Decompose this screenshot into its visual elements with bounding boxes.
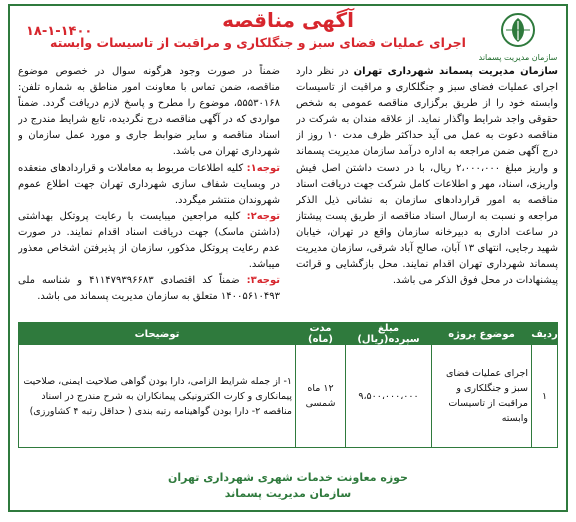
- note-1-label: توجه۱:: [246, 162, 280, 174]
- note-3-text: ضمناً کد اقتصادی ۴۱۱۴۷۹۳۹۶۶۸۳ و شناسه ملی ۱۴۰۰۵۶۱۰۴۹۳ متعلق به سازمان مدیریت پسماند می باشد.: [18, 275, 280, 303]
- header-deposit: مبلغ سپرده(ریال): [345, 323, 431, 345]
- header-row-number: ردیف: [531, 323, 557, 345]
- note-2: [18, 209, 280, 273]
- cell-subject: اجرای عملیات فضای سبز و جنگلکاری و مراقبت از تاسیسات وابسته: [431, 345, 531, 447]
- header-subject: موضوع پروژه: [431, 323, 531, 345]
- note-1: [18, 161, 280, 209]
- tender-notice: [8, 4, 568, 512]
- header-duration: مدت (ماه): [295, 323, 345, 345]
- header: [10, 6, 566, 60]
- right-column: [296, 64, 558, 322]
- body-columns: [18, 64, 558, 322]
- note-2-text: کلیه مراجعین میبایست با رعایت پروتکل بهداشتی (داشتن ماسک) جهت دریافت اسناد اقدام نمایند. در صورت عدم رعایت پروتکل مذکور، سازمان از پذیرفتن اشخاص معذور میباشد.: [18, 210, 280, 271]
- tender-table: [18, 322, 558, 448]
- page-subtitle: اجرای عملیات فضای سبز و جنگلکاری و مراقبت از تاسیسات وابسته: [50, 35, 466, 50]
- intro-paragraph: [296, 64, 558, 289]
- note-3: [18, 273, 280, 305]
- note-3-label: توجه۳:: [246, 275, 280, 287]
- notice-date: ۱۸-۱-۱۴۰۰: [26, 24, 93, 39]
- cell-notes: ۱- از جمله شرایط الزامی، دارا بودن گواهی صلاحیت ایمنی، صلاحیت پیمانکاری و کارت الکترونیکی پیمانکاران به شرح مندرج در اسناد مناقصه ۲- دارا بودن گواهینامه رتبه بندی ( حداقل رتبه ۴ کشاورزی): [23, 375, 292, 417]
- inquiry-paragraph: ضمناً در صورت وجود هرگونه سوال در خصوص موضوع مناقصه، ضمن تماس با معاونت امور مناطق به شماره تلفن: ۵۵۵۳۰۱۶۸، موضوع را مطرح و پاسخ لازم دریافت گردد. ضمناً مواردی که در آگهی مناقصه درج نگردیده، تابع شرایط مندرج در اسناد مناقصه و سایر ضوابط جاری و مورد عمل سازمان و شهرداری تهران می باشد.: [18, 66, 280, 158]
- cell-row-number: ۱: [531, 345, 557, 447]
- intro-text: در نظر دارد اجرای عملیات فضای سبز و جنگلکاری و مراقبت از تاسیسات وابسته خود را از طریق برگزاری مناقصه عمومی به شخص حقوقی واجد شرایط واگذار نماید. از علاقه مندان به شرکت در مناقصه دعوت به عمل می آید حداکثر ظرف مدت ۱۰ روز از درج آگهی ضمن مراجعه به اداره درآمد سازمان مدیریت پسماند و واریز مبلغ ۲،۰۰۰،۰۰۰ ریال، با در دست داشتن اصل فیش واریزی، اسناد، مهر و اطلاعات کامل شرکت جهت دریافت اسناد مناقصه به امور قراردادهای سازمان به نشانی ذیل الذکر مراجعه و نسبت به ارسال اسناد مناقصه از طریق پست پیشتاز در ساعت اداری به دبیرخانه سازمان واقع در تهران، خیابان شهید رجایی، انتهای ۱۳ آبان، صالح آباد شرقی، سازمان مدیریت پسماند شهرداری تهران اقدام نمایند. محل بازگشایی و قرائت پیشنهادات در محل فوق الذکر می باشد.: [296, 66, 558, 287]
- table-header-row: [19, 323, 557, 345]
- note-2-label: توجه۲:: [246, 210, 280, 222]
- footer-signature: [10, 470, 566, 502]
- header-notes: توضیحات: [134, 328, 180, 340]
- table-row: [19, 345, 557, 447]
- page-title: آگهی مناقصه: [222, 8, 354, 32]
- footer-line-2: سازمان مدیریت پسماند: [224, 487, 352, 500]
- organization-name: سازمان مدیریت پسماند شهرداری تهران: [353, 66, 558, 77]
- cell-deposit: ۹،۵۰۰،۰۰۰،۰۰۰: [345, 345, 431, 447]
- logo-text: سازمان مدیریت پسماند: [478, 53, 558, 62]
- cell-duration: ۱۲ ماه شمسی: [295, 345, 345, 447]
- note-1-text: کلیه اطلاعات مربوط به معاملات و قراردادهای منعقده در وبسایت شفاف سازی شهرداری تهران جهت اطلاع عموم شهروندان منتشر میگردد.: [18, 162, 280, 206]
- left-column: [18, 64, 280, 322]
- footer-line-1: حوزه معاونت خدمات شهری شهرداری تهران: [168, 471, 408, 484]
